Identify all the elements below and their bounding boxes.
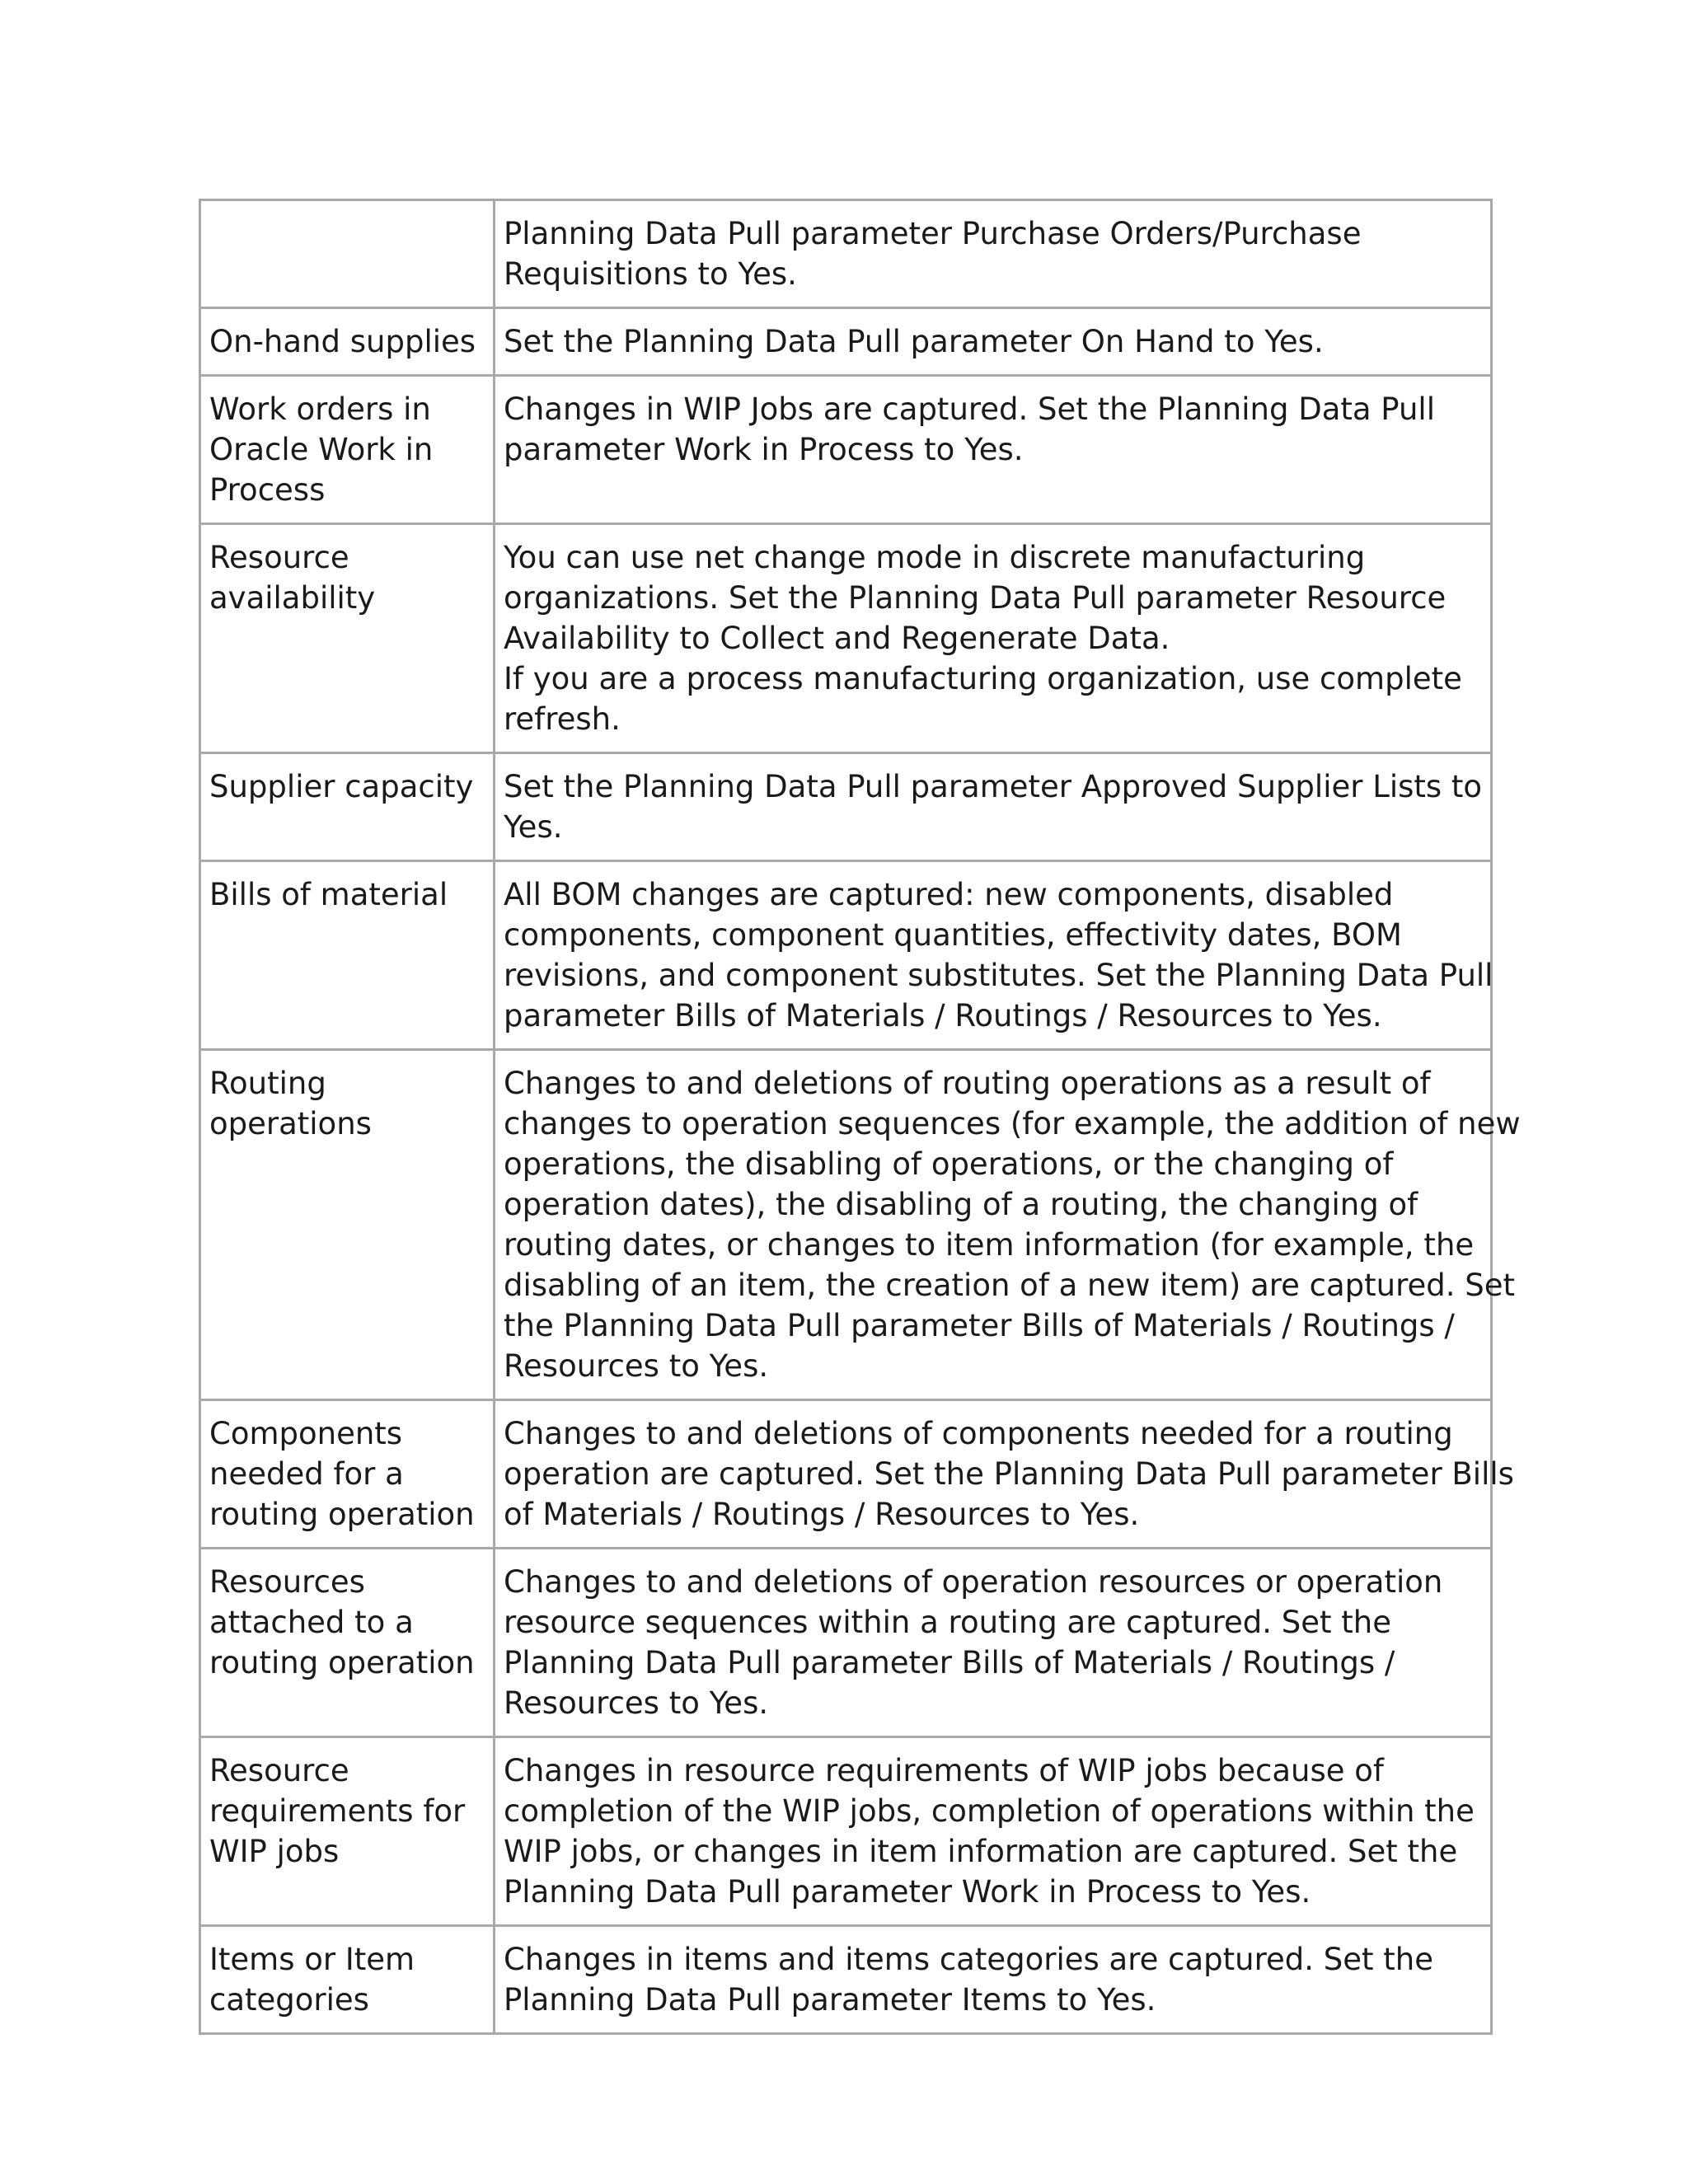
- description-line: Requisitions to Yes.: [504, 256, 797, 292]
- label-line: Oracle Work in: [209, 432, 434, 467]
- label-line: Bills of material: [209, 877, 448, 912]
- row-label-cell: [200, 524, 495, 753]
- description-line: Changes in items and items categories are captured. Set the: [504, 1942, 1433, 1977]
- description-line: Availability to Collect and Regenerate Data.: [504, 621, 1170, 656]
- label-line: routing operation: [209, 1497, 475, 1532]
- description-line: Set the Planning Data Pull parameter On Hand to Yes.: [504, 324, 1324, 359]
- row-description-cell: [495, 1737, 1492, 1926]
- description-line: of Materials / Routings / Resources to Yes.: [504, 1497, 1140, 1532]
- description-line: components, component quantities, effectivity dates, BOM: [504, 917, 1402, 953]
- row-description-cell: [495, 1400, 1514, 1549]
- table-row: [200, 861, 1492, 1050]
- table-row: [200, 376, 1492, 524]
- table-row: [200, 308, 1492, 376]
- row-description-cell: [495, 1926, 1492, 2034]
- row-description-cell: [495, 308, 1492, 376]
- description-line: revisions, and component substitutes. Set the Planning Data Pull: [504, 958, 1493, 993]
- row-description-cell: [495, 1050, 1521, 1400]
- row-label-cell: [200, 1050, 495, 1400]
- description-line: Resources to Yes.: [504, 1348, 769, 1384]
- data-pull-parameters-table: [199, 199, 1521, 2035]
- label-line: Resources: [209, 1564, 365, 1600]
- label-line: Work orders in: [209, 391, 431, 427]
- row-description-cell: [495, 861, 1492, 1050]
- description-line: parameter Bills of Materials / Routings / Resources to Yes.: [504, 998, 1382, 1033]
- label-line: Components: [209, 1416, 403, 1451]
- row-label-cell: [200, 308, 495, 376]
- table-row: [200, 1400, 1492, 1549]
- row-description-cell: [495, 376, 1492, 524]
- row-label-cell: [200, 200, 495, 308]
- label-line: availability: [209, 580, 376, 616]
- description-line: Changes to and deletions of operation resources or operation: [504, 1564, 1443, 1600]
- row-description-cell: [495, 1549, 1492, 1737]
- label-line: needed for a: [209, 1456, 404, 1492]
- description-line: Planning Data Pull parameter Bills of Materials / Routings /: [504, 1645, 1395, 1680]
- description-line: disabling of an item, the creation of a new item) are captured. Set: [504, 1268, 1516, 1303]
- row-label-cell: [200, 861, 495, 1050]
- description-line: Planning Data Pull parameter Purchase Orders/Purchase: [504, 216, 1362, 251]
- description-line: All BOM changes are captured: new components, disabled: [504, 877, 1394, 912]
- table-row: [200, 753, 1492, 861]
- description-line: Planning Data Pull parameter Items to Yes.: [504, 1982, 1156, 2018]
- row-label-cell: [200, 1926, 495, 2034]
- label-line: Items or Item: [209, 1942, 415, 1977]
- description-line: Changes in WIP Jobs are captured. Set the Planning Data Pull: [504, 391, 1435, 427]
- description-line: changes to operation sequences (for example, the addition of new: [504, 1106, 1521, 1141]
- description-line: You can use net change mode in discrete manufacturing: [504, 540, 1366, 575]
- row-description-cell: [495, 200, 1492, 308]
- row-label-cell: [200, 1737, 495, 1926]
- label-line: routing operation: [209, 1645, 475, 1680]
- label-line: Supplier capacity: [209, 769, 474, 804]
- row-description-cell: [495, 524, 1492, 753]
- description-line: Resources to Yes.: [504, 1685, 769, 1721]
- description-line: completion of the WIP jobs, completion of operations within the: [504, 1793, 1475, 1829]
- description-line: routing dates, or changes to item information (for example, the: [504, 1227, 1475, 1263]
- row-label-cell: [200, 1400, 495, 1549]
- table-row: [200, 524, 1492, 753]
- description-line: If you are a process manufacturing organization, use complete: [504, 661, 1462, 696]
- label-line: attached to a: [209, 1605, 414, 1640]
- label-line: operations: [209, 1106, 372, 1141]
- description-line: Changes in resource requirements of WIP jobs because of: [504, 1753, 1384, 1788]
- row-description-cell: [495, 753, 1492, 861]
- description-line: operations, the disabling of operations, or the changing of: [504, 1146, 1394, 1182]
- description-line: parameter Work in Process to Yes.: [504, 432, 1024, 467]
- description-line: refresh.: [504, 701, 621, 737]
- row-label-cell: [200, 1549, 495, 1737]
- label-line: Resource: [209, 540, 349, 575]
- label-line: categories: [209, 1982, 369, 2018]
- label-line: Process: [209, 472, 326, 508]
- description-line: the Planning Data Pull parameter Bills of Materials / Routings /: [504, 1308, 1455, 1343]
- description-line: Set the Planning Data Pull parameter Approved Supplier Lists to: [504, 769, 1483, 804]
- label-line: On-hand supplies: [209, 324, 476, 359]
- label-line: requirements for: [209, 1793, 466, 1829]
- description-line: organizations. Set the Planning Data Pull parameter Resource: [504, 580, 1447, 616]
- description-line: Changes to and deletions of components needed for a routing: [504, 1416, 1453, 1451]
- description-line: resource sequences within a routing are captured. Set the: [504, 1605, 1391, 1640]
- label-line: Routing: [209, 1066, 326, 1101]
- table-row: [200, 200, 1492, 308]
- description-line: operation are captured. Set the Planning Data Pull parameter Bills: [504, 1456, 1514, 1492]
- label-line: WIP jobs: [209, 1834, 340, 1869]
- table-row: [200, 1737, 1492, 1926]
- table-row: [200, 1050, 1492, 1400]
- row-label-cell: [200, 376, 495, 524]
- row-label-cell: [200, 753, 495, 861]
- description-line: Yes.: [504, 809, 563, 845]
- label-line: Resource: [209, 1753, 349, 1788]
- description-line: operation dates), the disabling of a routing, the changing of: [504, 1187, 1418, 1222]
- description-line: Changes to and deletions of routing operations as a result of: [504, 1066, 1431, 1101]
- description-line: Planning Data Pull parameter Work in Process to Yes.: [504, 1874, 1311, 1910]
- description-line: WIP jobs, or changes in item information are captured. Set the: [504, 1834, 1458, 1869]
- table-row: [200, 1549, 1492, 1737]
- table-row: [200, 1926, 1492, 2034]
